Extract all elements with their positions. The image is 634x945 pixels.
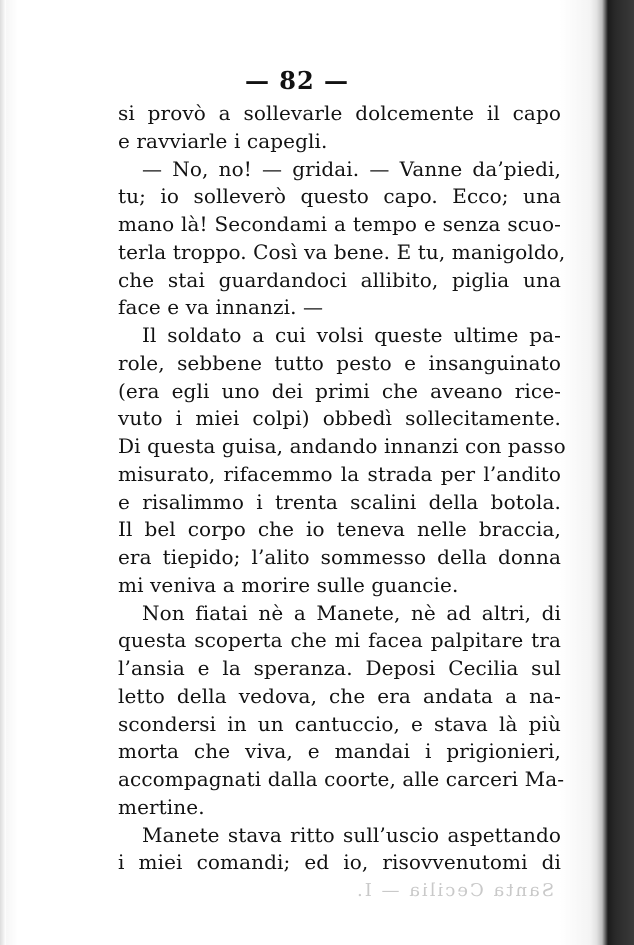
text-line: i miei comandi; ed io, risovvenutomi di [118, 850, 561, 875]
text-line: — No, no! — gridai. — Vanne da’piedi, [142, 156, 561, 181]
text-line: Il soldato a cui volsi queste ultime pa- [142, 323, 561, 347]
text-line: morta che viva, e mandai i prigionieri, [118, 739, 561, 764]
text-line: scondersi in un cantuccio, e stava là più [118, 711, 561, 736]
text-line: tu; io solleverò questo capo. Ecco; una [118, 184, 561, 209]
text-line: misurato, rifacemmo la strada per l’andito [118, 461, 561, 486]
text-line: accompagnati dalla coorte, alle carceri Ma- [118, 767, 565, 791]
text-line: questa scoperta che mi facea palpitare tra [118, 628, 561, 653]
page-left-edge [0, 0, 6, 945]
bleed-through-text: Santa Cecilia — I. [355, 880, 555, 901]
text-line: Manete stava ritto sull’uscio aspettando [142, 822, 561, 847]
book-binding-edge [596, 0, 634, 945]
text-line: Il bel corpo che io teneva nelle braccia, [118, 517, 561, 542]
text-line: vuto i miei colpi) obbedì sollecitamente. [118, 406, 561, 431]
text-line: face e va innanzi. — [118, 295, 324, 320]
text-line: (era egli uno dei primi che aveano rice- [118, 378, 561, 403]
text-line: Non fiatai nè a Manete, nè ad altri, di [142, 600, 561, 625]
text-line: role, sebbene tutto pesto e insanguinato [118, 350, 561, 375]
page-number: — 82 — [244, 66, 350, 95]
body-text [118, 100, 566, 877]
text-line: mi veniva a morire sulle guancie. [118, 572, 459, 597]
text-line: l’ansia e la speranza. Deposi Cecilia sul [118, 656, 561, 680]
text-line: che stai guardandoci allibito, piglia una [118, 267, 561, 292]
text-line: e risalimmo i trenta scalini della botola. [118, 489, 561, 514]
text-line: mano là! Secondami a tempo e senza scuo- [118, 212, 561, 236]
text-line: mertine. [118, 794, 205, 819]
text-line: terla troppo. Così va bene. E tu, manigoldo, [118, 239, 566, 264]
text-line: si provò a sollevarle dolcemente il capo [118, 101, 561, 125]
text-line: era tiepido; l’alito sommesso della donna [118, 545, 561, 569]
text-line: e ravviarle i capegli. [118, 128, 328, 153]
text-line: Di questa guisa, andando innanzi con passo [118, 434, 566, 458]
text-line: letto della vedova, che era andata a na- [118, 683, 561, 708]
